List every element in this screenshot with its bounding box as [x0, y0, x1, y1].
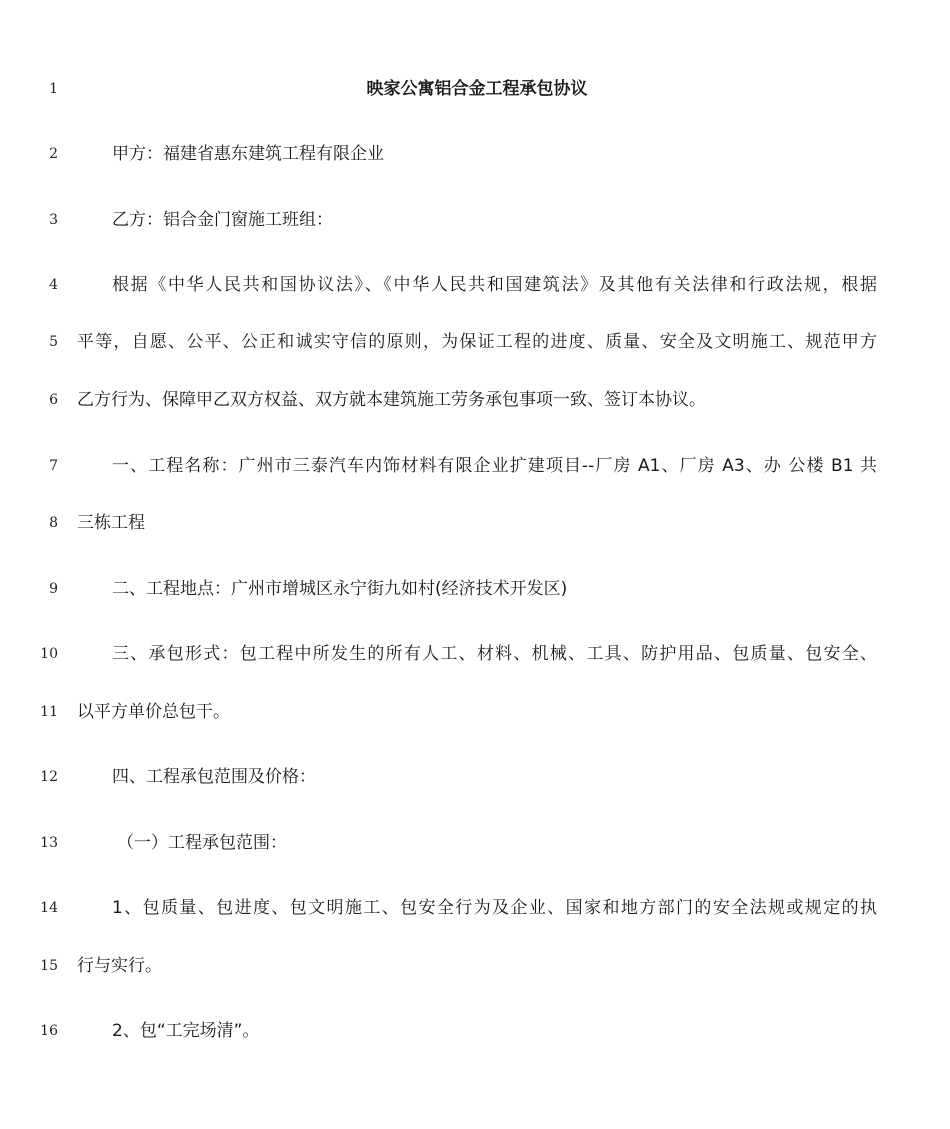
- party-a-text: 甲方：福建省惠东建筑工程有限企业: [112, 144, 384, 164]
- line-number: 1: [49, 81, 58, 97]
- line-number: 10: [40, 646, 58, 662]
- document-line: [0, 828, 950, 858]
- document-line: [0, 74, 950, 104]
- line-number: 8: [49, 515, 58, 531]
- project-name-text: 一、工程名称：广州市三泰汽车内饰材料有限企业扩建项目--厂房 A1、厂房 A3、办 公楼 B1 共: [112, 456, 877, 476]
- line-number: 5: [49, 334, 58, 350]
- document-line: [0, 327, 950, 357]
- paragraph-text: 以平方单价总包干。: [77, 702, 230, 722]
- document-line: [0, 639, 950, 669]
- document-title: 映家公寓铝合金工程承包协议: [366, 79, 588, 99]
- document-line: [0, 205, 950, 235]
- document-line: [0, 893, 950, 923]
- line-number: 13: [40, 835, 58, 851]
- document-line: [0, 762, 950, 792]
- document-line: [0, 574, 950, 604]
- party-b-text: 乙方：铝合金门窗施工班组：: [112, 210, 333, 230]
- section-heading: 四、工程承包范围及价格：: [112, 767, 316, 787]
- document-line: [0, 951, 950, 981]
- paragraph-text: 平等，自愿、公平、公正和诚实守信的原则，为保证工程的进度、质量、安全及文明施工、规范甲方: [77, 332, 877, 352]
- list-item-text: 1、包质量、包进度、包文明施工、包安全行为及企业、国家和地方部门的安全法规或规定的执: [112, 898, 877, 918]
- line-number: 7: [49, 458, 58, 474]
- document-line: [0, 697, 950, 727]
- line-number: 16: [40, 1023, 58, 1039]
- document-line: [0, 385, 950, 415]
- paragraph-text: 根据《中华人民共和国协议法》、《中华人民共和国建筑法》及其他有关法律和行政法规，根据: [112, 275, 877, 295]
- line-number: 4: [49, 277, 58, 293]
- line-number: 6: [49, 392, 58, 408]
- line-number: 12: [40, 769, 58, 785]
- subsection-heading: （一）工程承包范围：: [117, 833, 287, 853]
- list-item-text: 2、包“工完场清”。: [112, 1021, 260, 1041]
- paragraph-text: 行与实行。: [77, 956, 162, 976]
- document-line: [0, 1016, 950, 1046]
- line-number: 9: [49, 581, 58, 597]
- document-line: [0, 270, 950, 300]
- line-number: 3: [49, 212, 58, 228]
- document-line: [0, 139, 950, 169]
- paragraph-text: 乙方行为、保障甲乙双方权益、双方就本建筑施工劳务承包事项一致、签订本协议。: [77, 390, 706, 410]
- line-number: 11: [40, 704, 58, 720]
- contract-form-text: 三、承包形式：包工程中所发生的所有人工、材料、机械、工具、防护用品、包质量、包安全、: [112, 644, 877, 664]
- line-number: 2: [49, 146, 58, 162]
- project-location-text: 二、工程地点：广州市增城区永宁街九如村(经济技术开发区): [112, 579, 568, 599]
- line-number: 14: [40, 900, 58, 916]
- paragraph-text: 三栋工程: [77, 513, 145, 533]
- document-line: [0, 451, 950, 481]
- document-line: [0, 508, 950, 538]
- line-number: 15: [40, 958, 58, 974]
